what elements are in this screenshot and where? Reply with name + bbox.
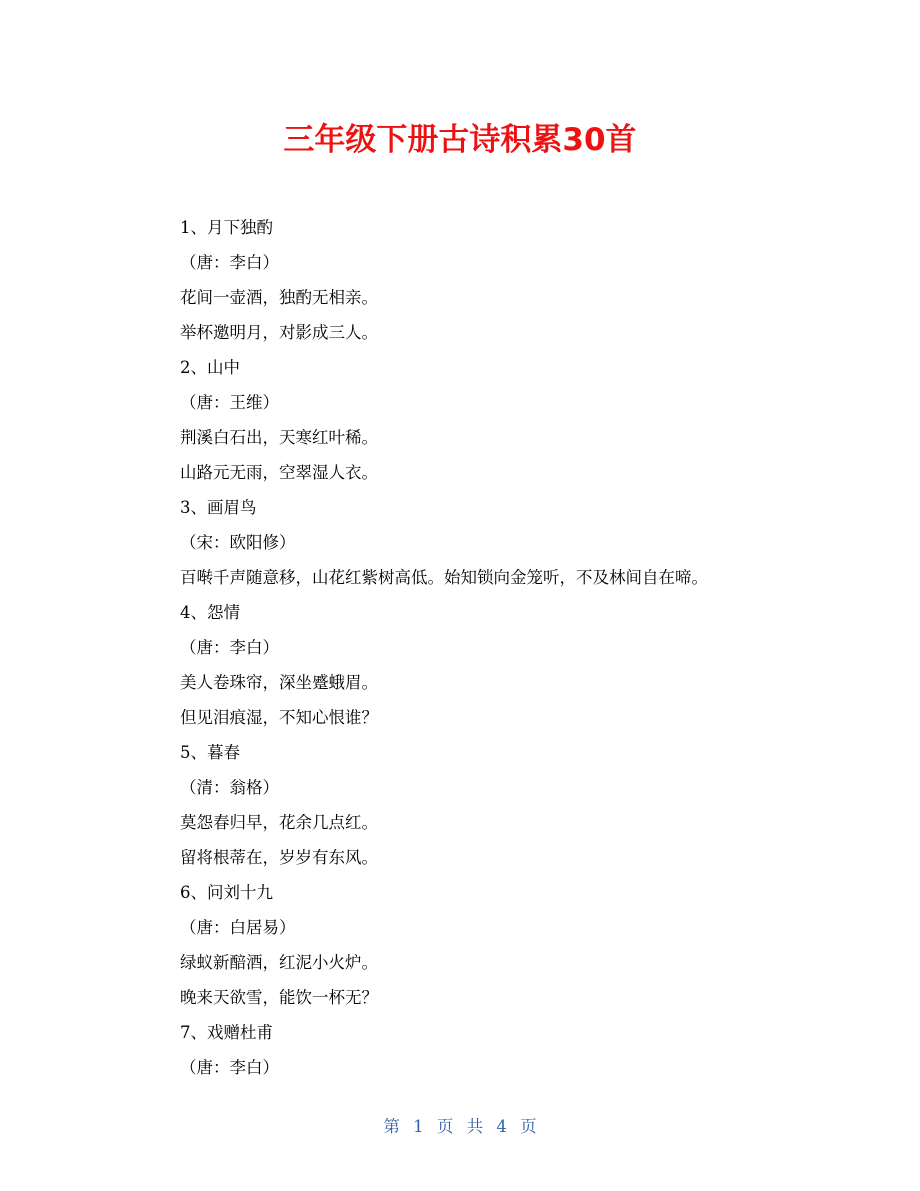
poem-5-author: （清：翁格） xyxy=(180,778,279,797)
footer-page-word: 页 xyxy=(436,1117,454,1136)
poem-3-verse: 百啭千声随意移，山花红紫树高低。始知锁向金笼听，不及林间自在啼。 xyxy=(180,568,708,587)
poem-4-title: 4、怨情 xyxy=(180,603,240,622)
poem-5-verse: 莫怨春归早，花余几点红。 xyxy=(180,813,378,832)
poem-4-author: （唐：李白） xyxy=(180,638,279,657)
footer-current-page: 1 xyxy=(413,1117,424,1136)
footer-total-word: 共 xyxy=(466,1117,484,1136)
poem-5-verse: 留将根蒂在，岁岁有东风。 xyxy=(180,848,378,867)
footer-prefix: 第 xyxy=(383,1117,400,1136)
poem-1-verse: 举杯邀明月，对影成三人。 xyxy=(180,323,378,342)
footer-suffix: 页 xyxy=(520,1117,537,1136)
page-footer xyxy=(0,1113,920,1137)
poem-2-verse: 山路元无雨，空翠湿人衣。 xyxy=(180,463,378,482)
poem-2-verse: 荆溪白石出，天寒红叶稀。 xyxy=(180,428,378,447)
poem-7-author: （唐：李白） xyxy=(180,1058,279,1077)
poem-2-title: 2、山中 xyxy=(180,358,240,377)
poem-4-verse: 但见泪痕湿，不知心恨谁？ xyxy=(180,708,378,727)
footer-total-pages: 4 xyxy=(496,1117,507,1136)
poem-1-title: 1、月下独酌 xyxy=(180,218,273,237)
poem-6-verse: 绿蚁新醅酒，红泥小火炉。 xyxy=(180,953,378,972)
poem-3-title: 3、画眉鸟 xyxy=(180,498,257,517)
poem-1-verse: 花间一壶酒，独酌无相亲。 xyxy=(180,288,378,307)
poem-1-author: （唐：李白） xyxy=(180,253,279,272)
poem-2-author: （唐：王维） xyxy=(180,393,279,412)
poem-6-title: 6、问刘十九 xyxy=(180,883,273,902)
poem-5-title: 5、暮春 xyxy=(180,743,240,762)
poem-4-verse: 美人卷珠帘，深坐蹙蛾眉。 xyxy=(180,673,378,692)
poem-7-title: 7、戏赠杜甫 xyxy=(180,1023,273,1042)
poem-6-verse: 晚来天欲雪，能饮一杯无？ xyxy=(180,988,378,1007)
poem-list xyxy=(180,215,820,1090)
poem-3-author: （宋：欧阳修） xyxy=(180,533,296,552)
poem-6-author: （唐：白居易） xyxy=(180,918,296,937)
page-title: 三年级下册古诗积累30首 xyxy=(283,122,637,158)
